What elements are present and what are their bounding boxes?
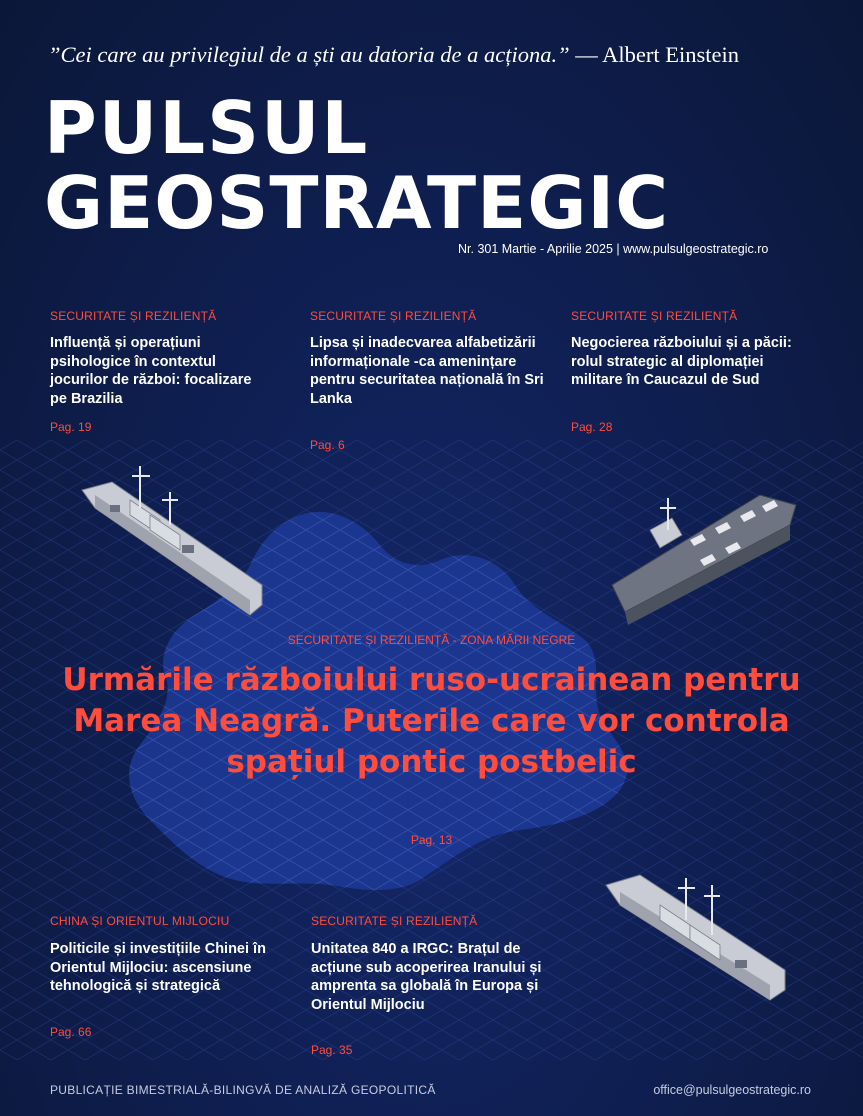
article-2-page: Pag. 6 xyxy=(310,438,345,452)
masthead-line1: PULSUL xyxy=(44,86,370,170)
article-2-title[interactable]: Lipsa și inadecvarea alfabetizării informaționale -ca amenințare pentru securitatea națională în Sri Lanka xyxy=(310,335,544,407)
article-3-title[interactable]: Negocierea războiului și a păcii: rolul strategic al diplomației militare în Caucazul de Sud xyxy=(571,335,792,388)
cover-quote xyxy=(48,42,828,68)
article-4-section: CHINA ȘI ORIENTUL MIJLOCIU xyxy=(50,914,230,928)
article-3-page: Pag. 28 xyxy=(571,420,613,434)
article-5-page: Pag. 35 xyxy=(311,1043,353,1057)
article-3-section: SECURITATE ȘI REZILIENȚĂ xyxy=(571,309,738,323)
lead-article-section: SECURITATE ȘI REZILIENȚĂ - ZONA MĂRII NEGRE xyxy=(287,633,576,647)
lead-article-title[interactable]: Urmările războiului ruso-ucrainean pentru Marea Neagră. Puterile care vor controla spațiul pontic postbelic xyxy=(62,662,801,780)
article-5-title[interactable]: Unitatea 840 a IRGC: Brațul de acțiune sub acoperirea Iranului și amprenta sa globală în Europa și Orientul Mijlociu xyxy=(311,941,542,1013)
quote-text: ”Cei care au privilegiul de a ști au datoria de a acționa.” xyxy=(48,42,570,67)
article-4-page: Pag. 66 xyxy=(50,1025,92,1039)
article-1-title[interactable]: Influență și operațiuni psihologice în contextul jocurilor de război: focalizare pe Brazilia xyxy=(50,335,252,407)
footer-email[interactable]: office@pulsulgeostrategic.ro xyxy=(653,1083,811,1097)
article-2-section: SECURITATE ȘI REZILIENȚĂ xyxy=(310,309,477,323)
article-4-title[interactable]: Politicile și investițiile Chinei în Orientul Mijlociu: ascensiune tehnologică și strategică xyxy=(50,941,266,994)
article-5-section: SECURITATE ȘI REZILIENȚĂ xyxy=(311,914,478,928)
lead-article-page: Pag. 13 xyxy=(410,833,453,847)
article-1-section: SECURITATE ȘI REZILIENȚĂ xyxy=(50,309,217,323)
quote-author: — Albert Einstein xyxy=(569,42,739,67)
masthead-line2: GEOSTRATEGIC xyxy=(44,161,670,245)
issue-info: Nr. 301 Martie - Aprilie 2025 | www.pulsulgeostrategic.ro xyxy=(458,242,769,256)
article-1-page: Pag. 19 xyxy=(50,420,92,434)
footer-tagline: PUBLICAȚIE BIMESTRIALĂ-BILINGVĂ DE ANALIZĂ GEOPOLITICĂ xyxy=(50,1083,436,1097)
